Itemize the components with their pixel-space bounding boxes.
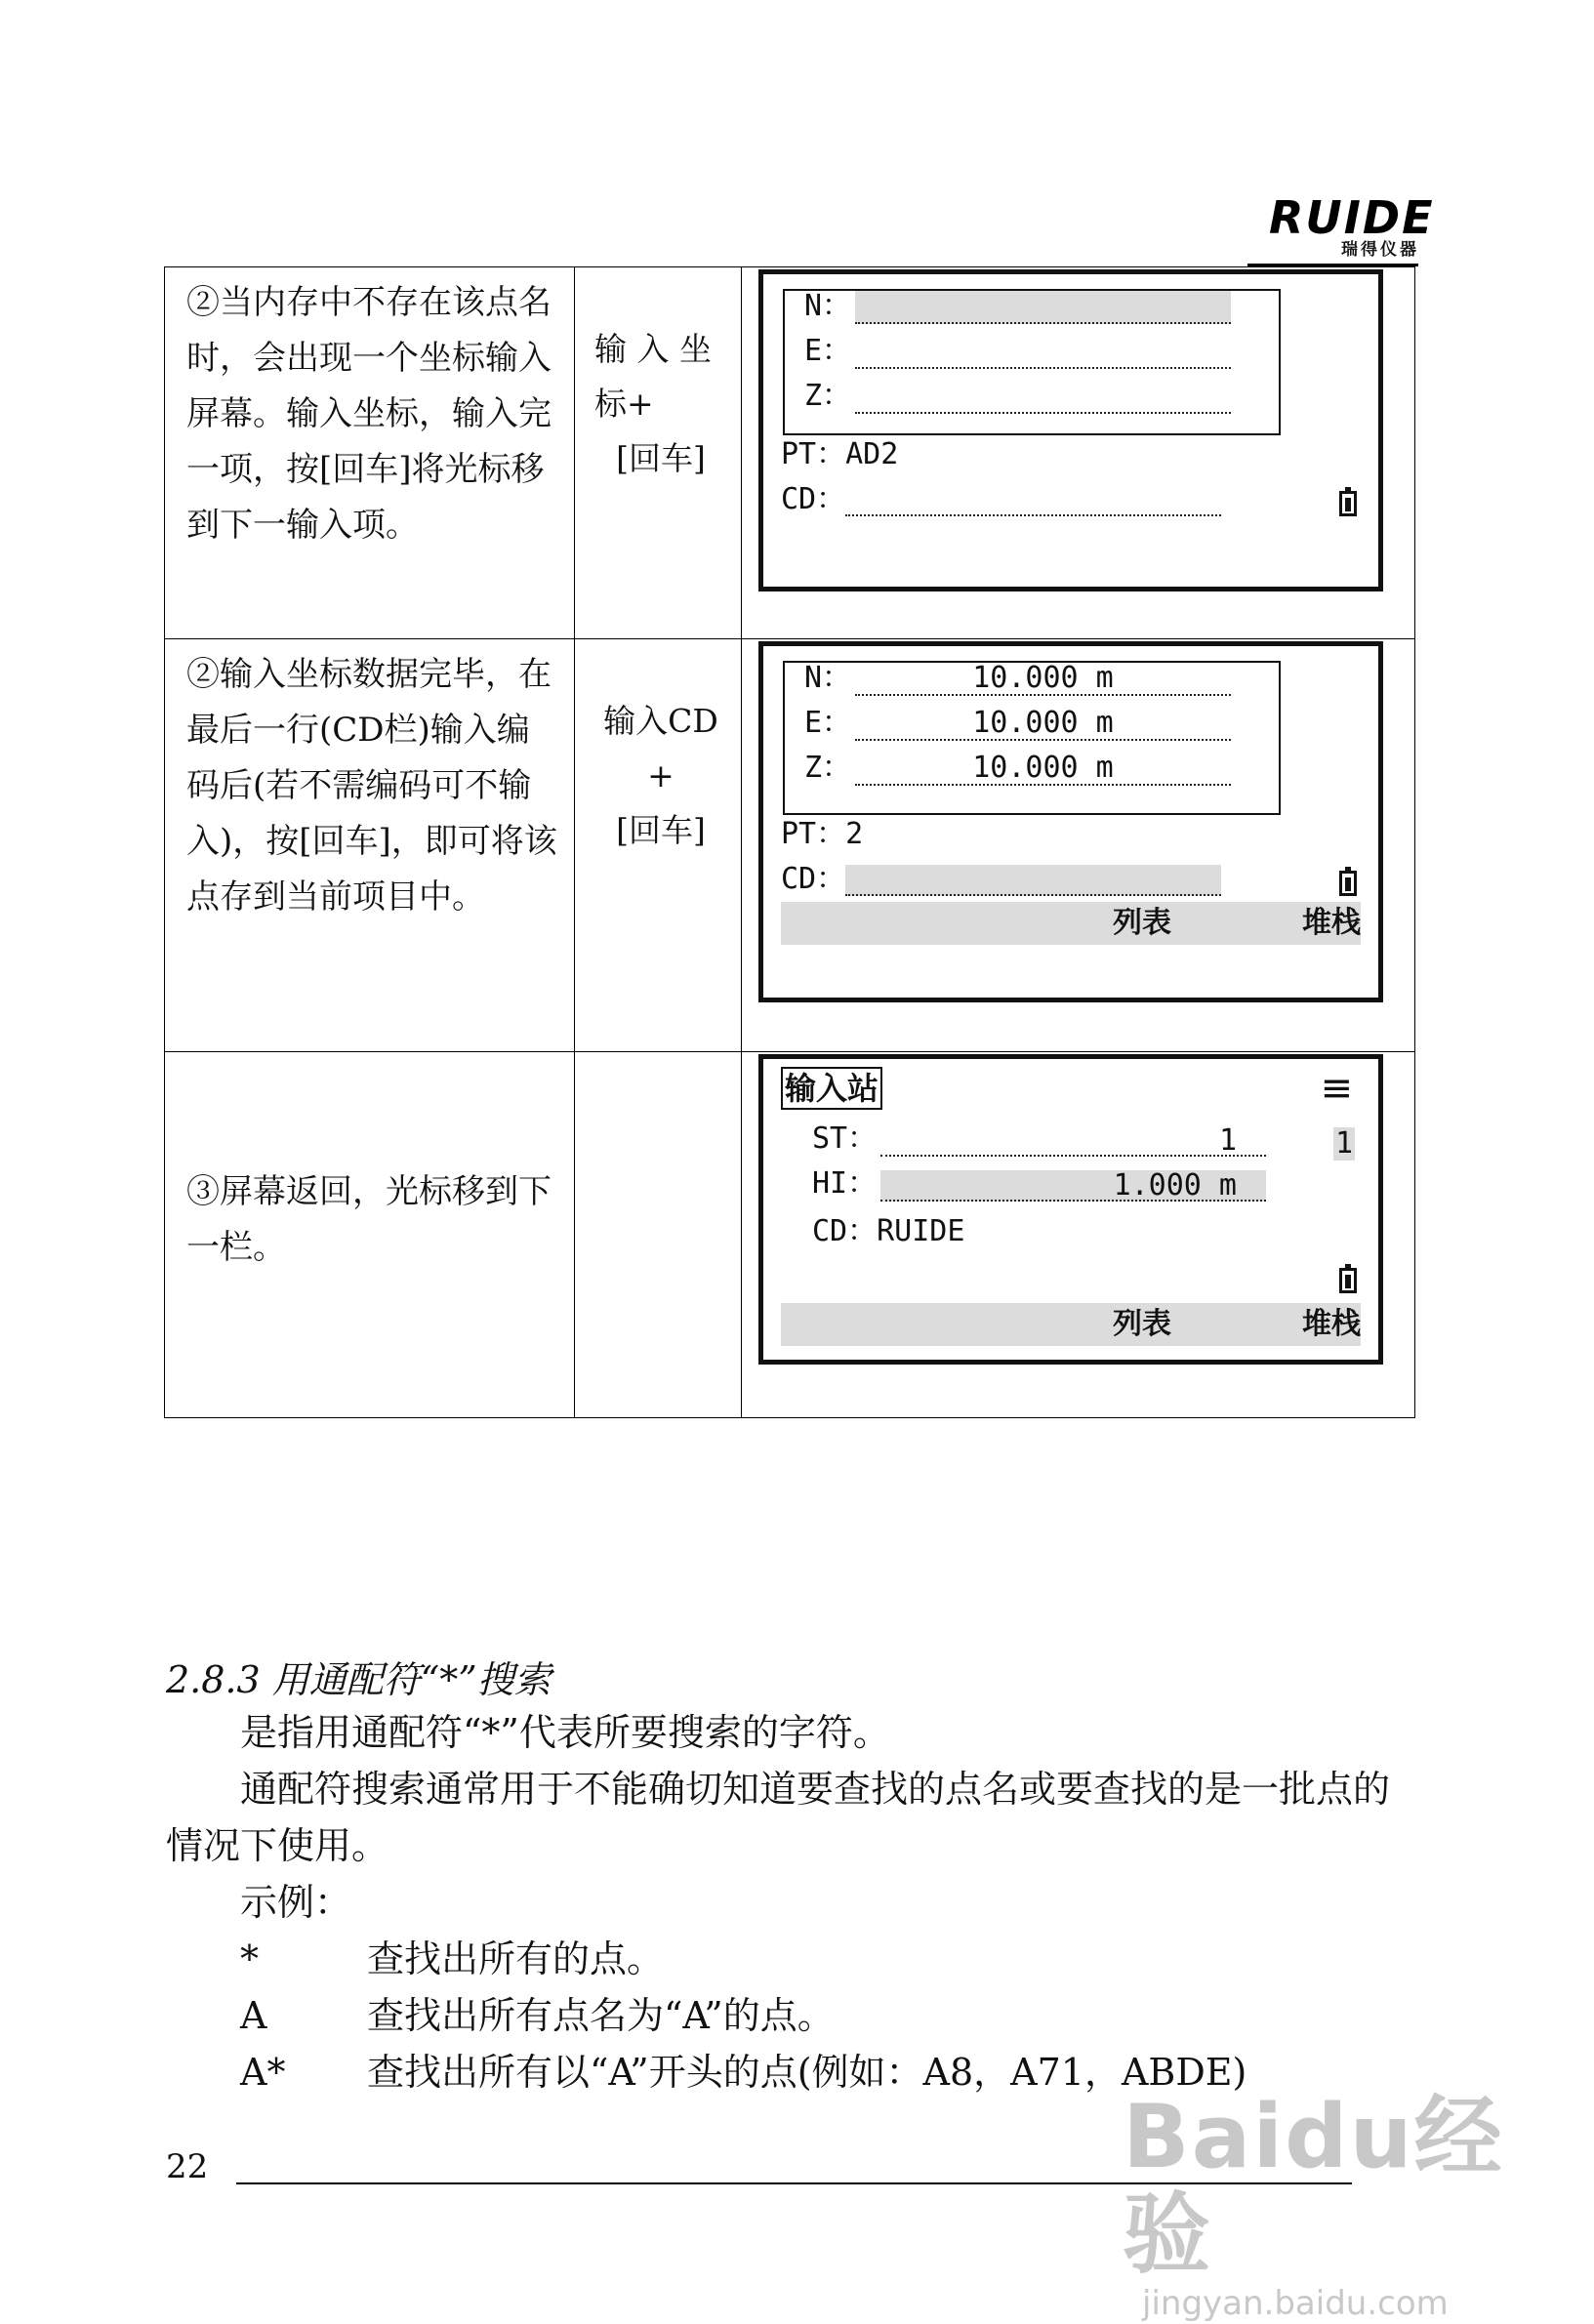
field-z[interactable] [804, 751, 1231, 786]
lcd-screen [758, 269, 1383, 591]
cd-row[interactable] [781, 483, 1221, 516]
cd-row[interactable] [781, 863, 1221, 896]
cd-label: CD： [812, 1214, 878, 1248]
lcd-screen [758, 641, 1383, 1002]
key-line: 标+ [594, 385, 654, 423]
field-n[interactable] [804, 661, 1231, 696]
st-input[interactable]: 1 [880, 1125, 1266, 1157]
logo-main-text: RUIDE [1269, 191, 1435, 244]
key-instruction [575, 267, 741, 486]
softkey-bar [781, 1303, 1361, 1346]
st-row[interactable] [812, 1123, 1266, 1157]
pt-value: AD2 [845, 437, 899, 471]
key-line: + [647, 756, 674, 795]
n-input[interactable] [855, 291, 1231, 324]
brand-logo [1269, 191, 1435, 260]
pt-row [781, 818, 863, 851]
e-input[interactable] [855, 336, 1231, 369]
lcd-screen [758, 1054, 1383, 1365]
table-row [165, 639, 1415, 1052]
softkey-bar [781, 902, 1361, 945]
example-pattern: A* [240, 2051, 286, 2094]
cd-label: CD： [781, 482, 846, 516]
step-description: ③屏幕返回，光标移到下一栏。 [186, 1172, 552, 1267]
coordinate-box [783, 661, 1281, 815]
field-e[interactable] [804, 334, 1231, 369]
field-z[interactable] [804, 379, 1231, 414]
section-title: 2.8.3 用通配符“*”搜索 [166, 1658, 552, 1701]
page-indicator: 1 [1334, 1126, 1354, 1161]
hi-row[interactable] [812, 1168, 1266, 1202]
example-meaning: 查找出所有以“A”开头的点(例如：A8，A71，ABDE) [367, 2051, 1247, 2094]
table-row [165, 1052, 1415, 1418]
paragraph: 通配符搜索通常用于不能确切知道要查找的点名或要查找的是一批点的情况下使用。 [166, 1768, 1391, 1867]
page-number: 22 [166, 2147, 209, 2186]
example-row [240, 1931, 664, 1987]
field-label: Z： [804, 751, 852, 785]
key-instruction [575, 639, 741, 858]
step-description: ②输入坐标数据完毕，在最后一行(CD栏)输入编码后(若不需编码可不输入)，按[回车]，即可将该点存到当前项目中。 [186, 655, 557, 917]
battery-icon [1339, 1268, 1357, 1293]
table-row [165, 267, 1415, 639]
pt-row [781, 438, 898, 471]
battery-icon [1339, 491, 1357, 516]
battery-icon [1339, 871, 1357, 896]
field-label: E： [804, 334, 852, 368]
pt-label: PT： [781, 817, 846, 851]
cd-input[interactable] [845, 865, 1221, 896]
example-pattern: * [240, 1937, 259, 1980]
example-label: 示例： [240, 1881, 352, 1924]
st-label: ST： [812, 1121, 878, 1156]
softkey-stack[interactable]: 堆栈 [1302, 906, 1361, 940]
hi-input[interactable]: 1.000 m [880, 1170, 1266, 1202]
softkey-stack[interactable]: 堆栈 [1302, 1307, 1361, 1341]
e-input[interactable]: 10.000 m [855, 708, 1231, 741]
mode-icon: ≡ [1320, 1066, 1353, 1111]
z-input[interactable] [855, 381, 1231, 414]
key-line: [回车] [616, 439, 706, 477]
screen-title: 输入站 [781, 1067, 882, 1110]
field-label: E： [804, 706, 852, 740]
cd-input[interactable] [845, 485, 1221, 516]
example-row [240, 2044, 1247, 2100]
step-description: ②当内存中不存在该点名时，会出现一个坐标输入屏幕。输入坐标，输入完一项，按[回车]将光标移到下一输入项。 [186, 283, 552, 545]
steps-table [164, 266, 1415, 1418]
field-label: N： [804, 289, 852, 323]
field-n[interactable] [804, 289, 1231, 324]
coordinate-box [783, 289, 1281, 435]
example-pattern: A [240, 1994, 267, 2037]
field-label: N： [804, 661, 852, 695]
watermark-main: Baidu经验 [1123, 2086, 1504, 2286]
pt-value: 2 [845, 817, 864, 851]
n-input[interactable]: 10.000 m [855, 663, 1231, 696]
watermark-url: jingyan.baidu.com [1142, 2284, 1449, 2323]
pt-label: PT： [781, 437, 846, 471]
cd-label: CD： [781, 862, 846, 896]
example-row [240, 1987, 835, 2044]
example-meaning: 查找出所有点名为“A”的点。 [367, 1994, 835, 2037]
key-line: 输入CD [603, 702, 718, 740]
paragraph: 是指用通配符“*”代表所要搜索的字符。 [240, 1711, 890, 1754]
field-e[interactable] [804, 706, 1231, 741]
hi-label: HI： [812, 1166, 878, 1201]
z-input[interactable]: 10.000 m [855, 753, 1231, 786]
softkey-list[interactable]: 列表 [1113, 1307, 1171, 1341]
watermark [1123, 2086, 1513, 2323]
softkey-list[interactable]: 列表 [1113, 906, 1171, 940]
example-meaning: 查找出所有的点。 [367, 1937, 665, 1980]
cd-value: RUIDE [877, 1214, 965, 1248]
field-label: Z： [804, 379, 852, 413]
key-line: 输 入 坐 [594, 330, 712, 368]
cd-row [812, 1215, 964, 1248]
logo-sub-text: 瑞得仪器 [1341, 240, 1419, 260]
key-line: [回车] [616, 811, 706, 849]
